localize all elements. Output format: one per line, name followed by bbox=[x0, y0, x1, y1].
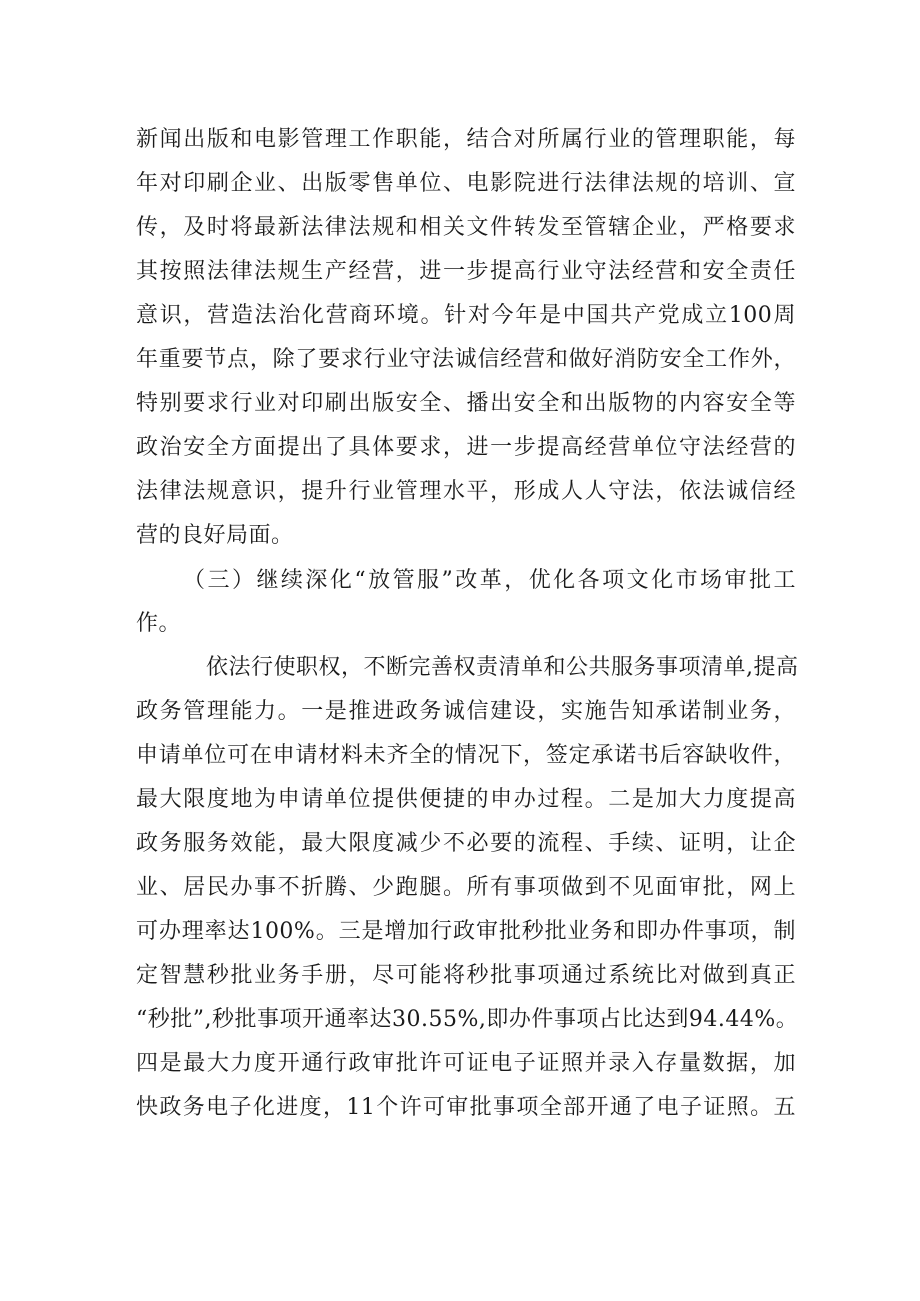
paragraph-1-line: 法律法规意识，提升行业管理水平，形成人人守法，依法诚信经 bbox=[136, 479, 796, 504]
paragraph-2-line: 申请单位可在申请材料未齐全的情况下，签定承诺书后容缺收件， bbox=[136, 743, 796, 768]
paragraph-1-line: 传，及时将最新法律法规和相关文件转发至管辖企业，严格要求 bbox=[136, 215, 796, 240]
paragraph-2-line: 快政务电子化进度，11个许可审批事项全部开通了电子证照。五 bbox=[136, 1095, 796, 1120]
section-heading: 作。 bbox=[136, 611, 182, 636]
paragraph-2-line: “秒批”,秒批事项开通率达30.55%,即办件事项占比达到94.44%。 bbox=[136, 1007, 799, 1032]
paragraph-1-line: 政治安全方面提出了具体要求，进一步提高经营单位守法经营的 bbox=[136, 435, 796, 460]
paragraph-2-line: 业、居民办事不折腾、少跑腿。所有事项做到不见面审批，网上 bbox=[136, 875, 796, 900]
paragraph-2-line: 定智慧秒批业务手册，尽可能将秒批事项通过系统比对做到真正 bbox=[136, 963, 796, 988]
paragraph-1-line: 特别要求行业对印刷出版安全、播出安全和出版物的内容安全等 bbox=[136, 391, 796, 416]
paragraph-1-line: 其按照法律法规生产经营，进一步提高行业守法经营和安全责任 bbox=[136, 259, 796, 284]
paragraph-2-line: 可办理率达100%。三是增加行政审批秒批业务和即办件事项，制 bbox=[136, 919, 796, 944]
paragraph-1-line: 意识，营造法治化营商环境。针对今年是中国共产党成立100周 bbox=[136, 303, 796, 328]
paragraph-2-line: 政务管理能力。一是推进政务诚信建设，实施告知承诺制业务， bbox=[136, 699, 796, 724]
paragraph-1-line: 年对印刷企业、出版零售单位、电影院进行法律法规的培训、宣 bbox=[136, 171, 796, 196]
paragraph-1-line: 新闻出版和电影管理工作职能，结合对所属行业的管理职能，每 bbox=[136, 127, 796, 152]
paragraph-1-line: 年重要节点，除了要求行业守法诚信经营和做好消防安全工作外， bbox=[136, 347, 796, 372]
section-heading: （三）继续深化“放管服”改革，优化各项文化市场审批工 bbox=[183, 568, 796, 593]
paragraph-2-line: 政务服务效能，最大限度减少不必要的流程、手续、证明，让企 bbox=[136, 831, 796, 856]
paragraph-1-line: 营的良好局面。 bbox=[136, 523, 294, 548]
paragraph-2-line: 依法行使职权，不断完善权责清单和公共服务事项清单,提高 bbox=[206, 655, 799, 680]
paragraph-2-line: 四是最大力度开通行政审批许可证电子证照并录入存量数据，加 bbox=[136, 1051, 796, 1076]
paragraph-2-line: 最大限度地为申请单位提供便捷的申办过程。二是加大力度提高 bbox=[136, 787, 796, 812]
